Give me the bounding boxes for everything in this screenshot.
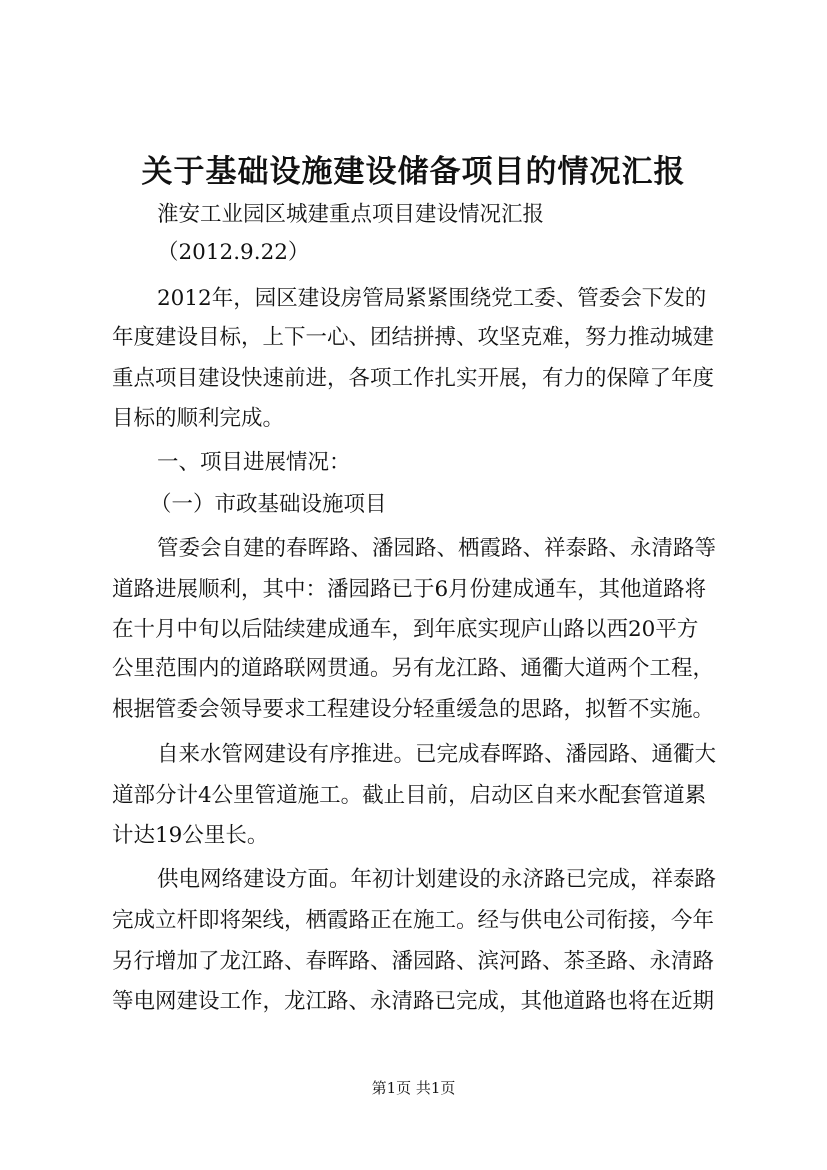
paragraph-2-line: 公里范围内的道路联网贯通。另有龙江路、通衢大道两个工程， <box>112 656 715 681</box>
paragraph-4-line: 供电网络建设方面。年初计划建设的永济路已完成，祥泰路 <box>157 867 717 892</box>
paragraph-3-line: 道部分计4公里管道施工。截止目前，启动区自来水配套管道累 <box>112 783 707 808</box>
paragraph-2-line: 道路进展顺利，其中：潘园路已于6月份建成通车，其他道路将 <box>112 577 707 602</box>
subsection-heading: （一）市政基础设施项目 <box>150 492 387 517</box>
document-title: 关于基础设施建设储备项目的情况汇报 <box>141 154 686 190</box>
paragraph-2-line: 管委会自建的春晖路、潘园路、栖霞路、祥泰路、永清路等 <box>157 536 717 561</box>
page-footer: 第1页 共1页 <box>371 1079 456 1097</box>
paragraph-1-line: 目标的顺利完成。 <box>112 406 285 431</box>
paragraph-4-line: 等电网建设工作，龙江路、永清路已完成，其他道路也将在近期 <box>112 989 715 1014</box>
paragraph-3-line: 计达19公里长。 <box>112 823 269 848</box>
paragraph-1-line: 2012年，园区建设房管局紧紧围绕党工委、管委会下发的 <box>157 286 707 311</box>
paragraph-2-line: 在十月中旬以后陆续建成通车，到年底实现庐山路以西20平方 <box>112 617 699 642</box>
paragraph-2-line: 根据管委会领导要求工程建设分轻重缓急的思路，拟暂不实施。 <box>112 697 715 722</box>
document-subtitle: 淮安工业园区城建重点项目建设情况汇报 <box>157 202 545 227</box>
paragraph-4-line: 另行增加了龙江路、春晖路、潘园路、滨河路、茶圣路、永清路 <box>112 949 715 974</box>
paragraph-1-line: 重点项目建设快速前进，各项工作扎实开展，有力的保障了年度 <box>112 366 715 391</box>
document-date: （2012.9.22） <box>157 240 310 265</box>
paragraph-1-line: 年度建设目标，上下一心、团结拼搏、攻坚克难，努力推动城建 <box>112 325 715 350</box>
section-heading: 一、项目进展情况： <box>157 450 351 475</box>
paragraph-4-line: 完成立杆即将架线，栖霞路正在施工。经与供电公司衔接，今年 <box>112 908 715 933</box>
paragraph-3-line: 自来水管网建设有序推进。已完成春晖路、潘园路、通衢大 <box>157 742 717 767</box>
